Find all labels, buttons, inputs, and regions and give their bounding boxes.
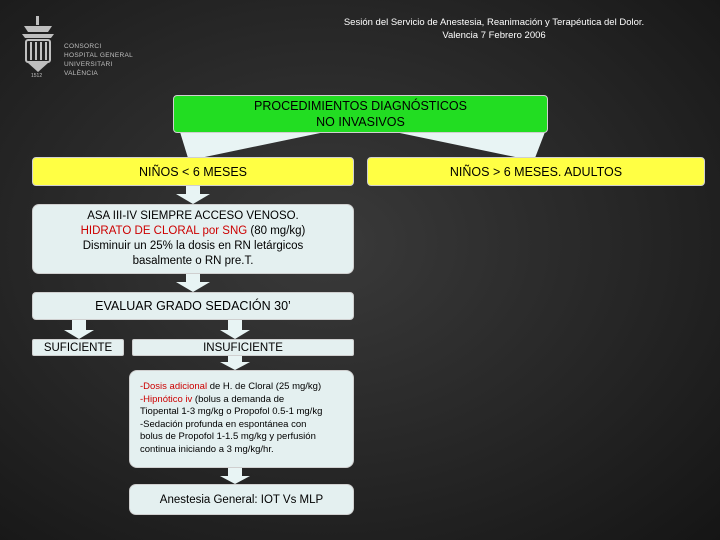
options-line-1 (140, 381, 353, 394)
asa-line-1: ASA III-IV SIEMPRE ACCESO VENOSO. (87, 210, 299, 222)
options-hypnotic: -Hipnótico iv (140, 393, 193, 405)
branch-left-box (32, 157, 354, 186)
evaluate-box (32, 292, 354, 320)
logo-year: 1512 (31, 73, 43, 79)
title-line-2: NO INVASIVOS (316, 115, 405, 129)
insufficient-label: INSUFICIENTE (203, 341, 283, 354)
logo-line-1: CONSORCI (64, 43, 102, 50)
title-line-1: PROCEDIMIENTOS DIAGNÓSTICOS (254, 99, 467, 113)
general-anesthesia-label: Anestesia General: IOT Vs MLP (159, 493, 324, 506)
options-hypnotic-detail: (bolus a demanda de (192, 393, 285, 405)
logo-line-3: UNIVERSITARI (64, 61, 113, 68)
asa-dose: (80 mg/kg) (247, 225, 306, 237)
arrow-evaluate-to-insufficient (220, 320, 250, 339)
sufficient-label: SUFICIENTE (43, 341, 113, 354)
arrow-title-to-left (180, 132, 325, 158)
asa-line-2 (81, 224, 306, 239)
branch-left-label: NIÑOS < 6 MESES (138, 164, 248, 179)
header-line-1: Sesión del Servicio de Anestesia, Reanimación y Terapéutica del Dolor. (343, 17, 645, 28)
options-line-3: Tiopental 1-3 mg/kg o Propofol 0.5-1 mg/kg (140, 406, 323, 417)
arrow-asa-to-evaluate (176, 274, 210, 292)
header-line-2: Valencia 7 Febrero 2006 (442, 30, 546, 41)
asa-line-3: Disminuir un 25% la dosis en RN letárgicos (82, 240, 304, 252)
asa-line-4: basalmente o RN pre.T. (132, 255, 254, 267)
sufficient-box (32, 339, 124, 356)
arrow-evaluate-to-sufficient (64, 320, 94, 339)
options-line-4: -Sedación profunda en espontánea con (140, 418, 307, 430)
asa-box (32, 204, 354, 274)
logo-line-2: HOSPITAL GENERAL (64, 52, 134, 59)
arrow-left-to-asa (176, 186, 210, 204)
insufficient-box (132, 339, 354, 356)
branch-right-box (367, 157, 705, 186)
arrow-options-to-general (220, 468, 250, 484)
branch-right-label: NIÑOS > 6 MESES. ADULTOS (449, 164, 623, 179)
logo-line-4: VALÈNCIA (64, 70, 99, 77)
options-additional-dose-detail: de H. de Cloral (25 mg/kg) (207, 381, 322, 392)
general-anesthesia-box (129, 484, 354, 515)
evaluate-label: EVALUAR GRADO SEDACIÓN 30’ (95, 299, 291, 313)
options-line-2 (140, 394, 353, 407)
options-line-6: continua iniciando a 3 mg/kg/hr. (140, 443, 274, 455)
options-box (129, 370, 354, 468)
arrow-insufficient-to-options (220, 356, 250, 370)
arrow-title-to-right (395, 132, 545, 158)
options-additional-dose: -Dosis adicional (140, 381, 208, 392)
title-box (173, 95, 548, 133)
options-line-5: bolus de Propofol 1-1.5 mg/kg y perfusión (140, 431, 316, 442)
asa-chloral-hydrate: HIDRATO DE CLORAL por SNG (80, 225, 248, 237)
